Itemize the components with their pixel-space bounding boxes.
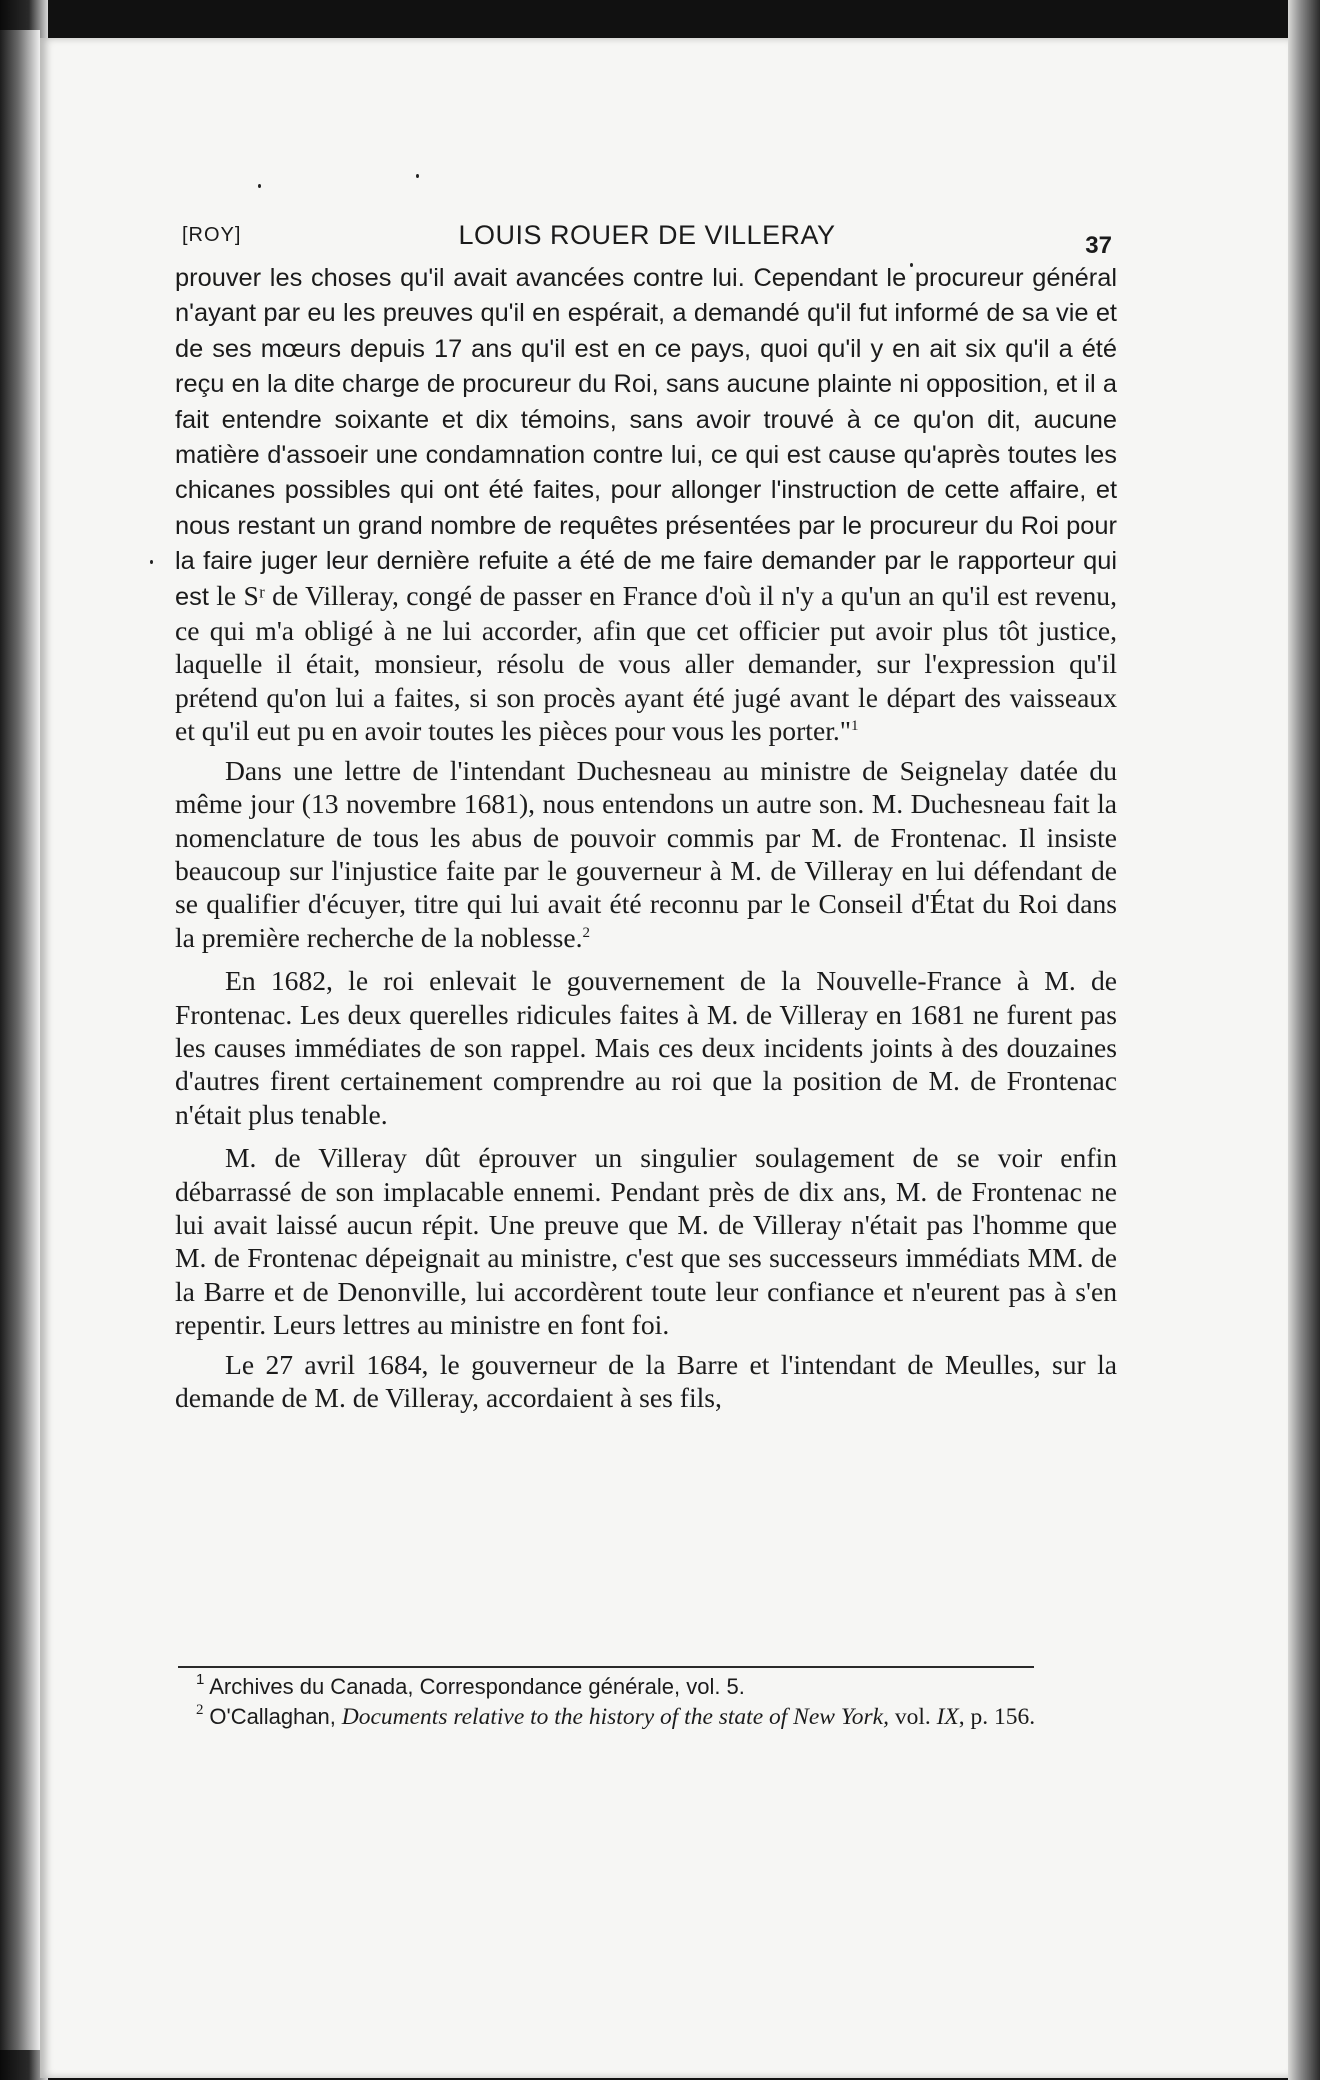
running-title: LOUIS ROUER DE VILLERAY <box>458 220 836 250</box>
page-number: 37 <box>1085 232 1112 259</box>
scan-background-right <box>1288 0 1320 2080</box>
paragraph: M. de Villeray dût éprouver un singulier soulagement de se voir enfin débarrassé de son implacable ennemi. Pendant près de dix ans, M. de Frontenac ne lui avait laissé aucun répit. Une preuve que M. de Villeray n'était pas l'homme que M. de Frontenac dépeignait au ministre, c'est que ses successeurs immédiats MM. de la Barre et de Denonville, lui accordèrent toute leur confiance et n'eurent pas à s'en repentir. Leurs lettres au ministre en font foi. <box>175 1142 1117 1341</box>
paragraph: En 1682, le roi enlevait le gouvernement de la Nouvelle-France à M. de Frontenac. Les deux querelles ridicules faites à M. de Villeray en 1681 ne furent pas les causes immédiates de son rappel. Mais ces deux incidents joints à des douzaines d'autres firent certainement comprendre au roi que la position de M. de Frontenac n'était plus tenable. <box>175 965 1117 1130</box>
paragraph: Dans une lettre de l'intendant Duchesneau au ministre de Seignelay datée du même jour (13 novembre 1681), nous entendons un autre son. M. Duchesneau fait la nomenclature de tous les abus de pouvoir commis par M. de Frontenac. Il insiste beaucoup sur l'injustice faite par le gouverneur à M. de Villeray en lui défendant de se qualifier d'écuyer, titre qui lui avait été reconnu par le Conseil d'État du Roi dans la première recherche de la noblesse.$^2$ <box>175 754 1117 953</box>
scan-speck <box>150 560 153 564</box>
previous-page-edge <box>0 30 40 2050</box>
footnote-ref: 2 <box>582 924 591 941</box>
footnote-2: $^2$ O'Callaghan, Documents relative to the history of the state of New York, vol. IX, p. 156. <box>196 1701 1036 1730</box>
footnote-ref: 1 <box>851 718 859 735</box>
quotation-text-bold: prouver les choses qu'il avait avancées contre lui. Cependant le procureur général n'ayant par eu les preuves qu'il en espérait, a demandé qu'il fut informé de sa vie et de ses mœurs depuis 17 ans qu'il est en ce pays, quoi qu'il y en ait six qu'il a été reçu en la dite charge de procureur du Roi, sans aucune plainte ni opposition, et il a fait entendre soixante et dix témoins, sans avoir trouvé à ce qu'on dit, aucune matière d'assoeir une condamnation contre lui, ce qui est cause qu'après toutes les chicanes possibles qui ont été faites, pour allonger l'instruction de cette affaire, et nous restant un grand nombre de requêtes présentées par le procureur du Roi pour la faire juger leur dernière refuite a été de me faire demander par le rapporteur qui est <box>175 264 1117 611</box>
scan-speck <box>258 184 261 188</box>
book-page <box>40 38 1288 2078</box>
footnote-rule <box>178 1666 1034 1668</box>
running-head <box>182 196 1112 259</box>
footnote-1: $^1$ Archives du Canada, Correspondance générale, vol. 5. <box>196 1671 745 1699</box>
cited-title: Documents relative to the history of the state of New York, <box>341 1703 889 1730</box>
body-text <box>175 260 1117 1414</box>
paragraph: Le 27 avril 1684, le gouverneur de la Barre et l'intendant de Meulles, sur la demande de M. de Villeray, accordaient à ses fils, <box>175 1348 1117 1413</box>
author-tag: [ROY] <box>182 224 242 246</box>
quotation-text: le Sʳ de Villeray, congé de passer en France d'où il n'y a qu'un an qu'il est revenu, ce qui m'a obligé à ne lui accorder, afin que cet officier put avoir plus tôt justice, laquelle il était, monsieur, résolu de vous aller demander, sur l'expression qu'il prétend qu'on lui a faites, si son procès ayant été jugé avant le départ des vaisseaux et qu'il eut pu en avoir toutes les pièces pour vous les porter." <box>175 579 1118 747</box>
scan-speck <box>416 174 419 178</box>
paragraph <box>175 260 1117 748</box>
footnotes <box>144 1672 1044 1732</box>
